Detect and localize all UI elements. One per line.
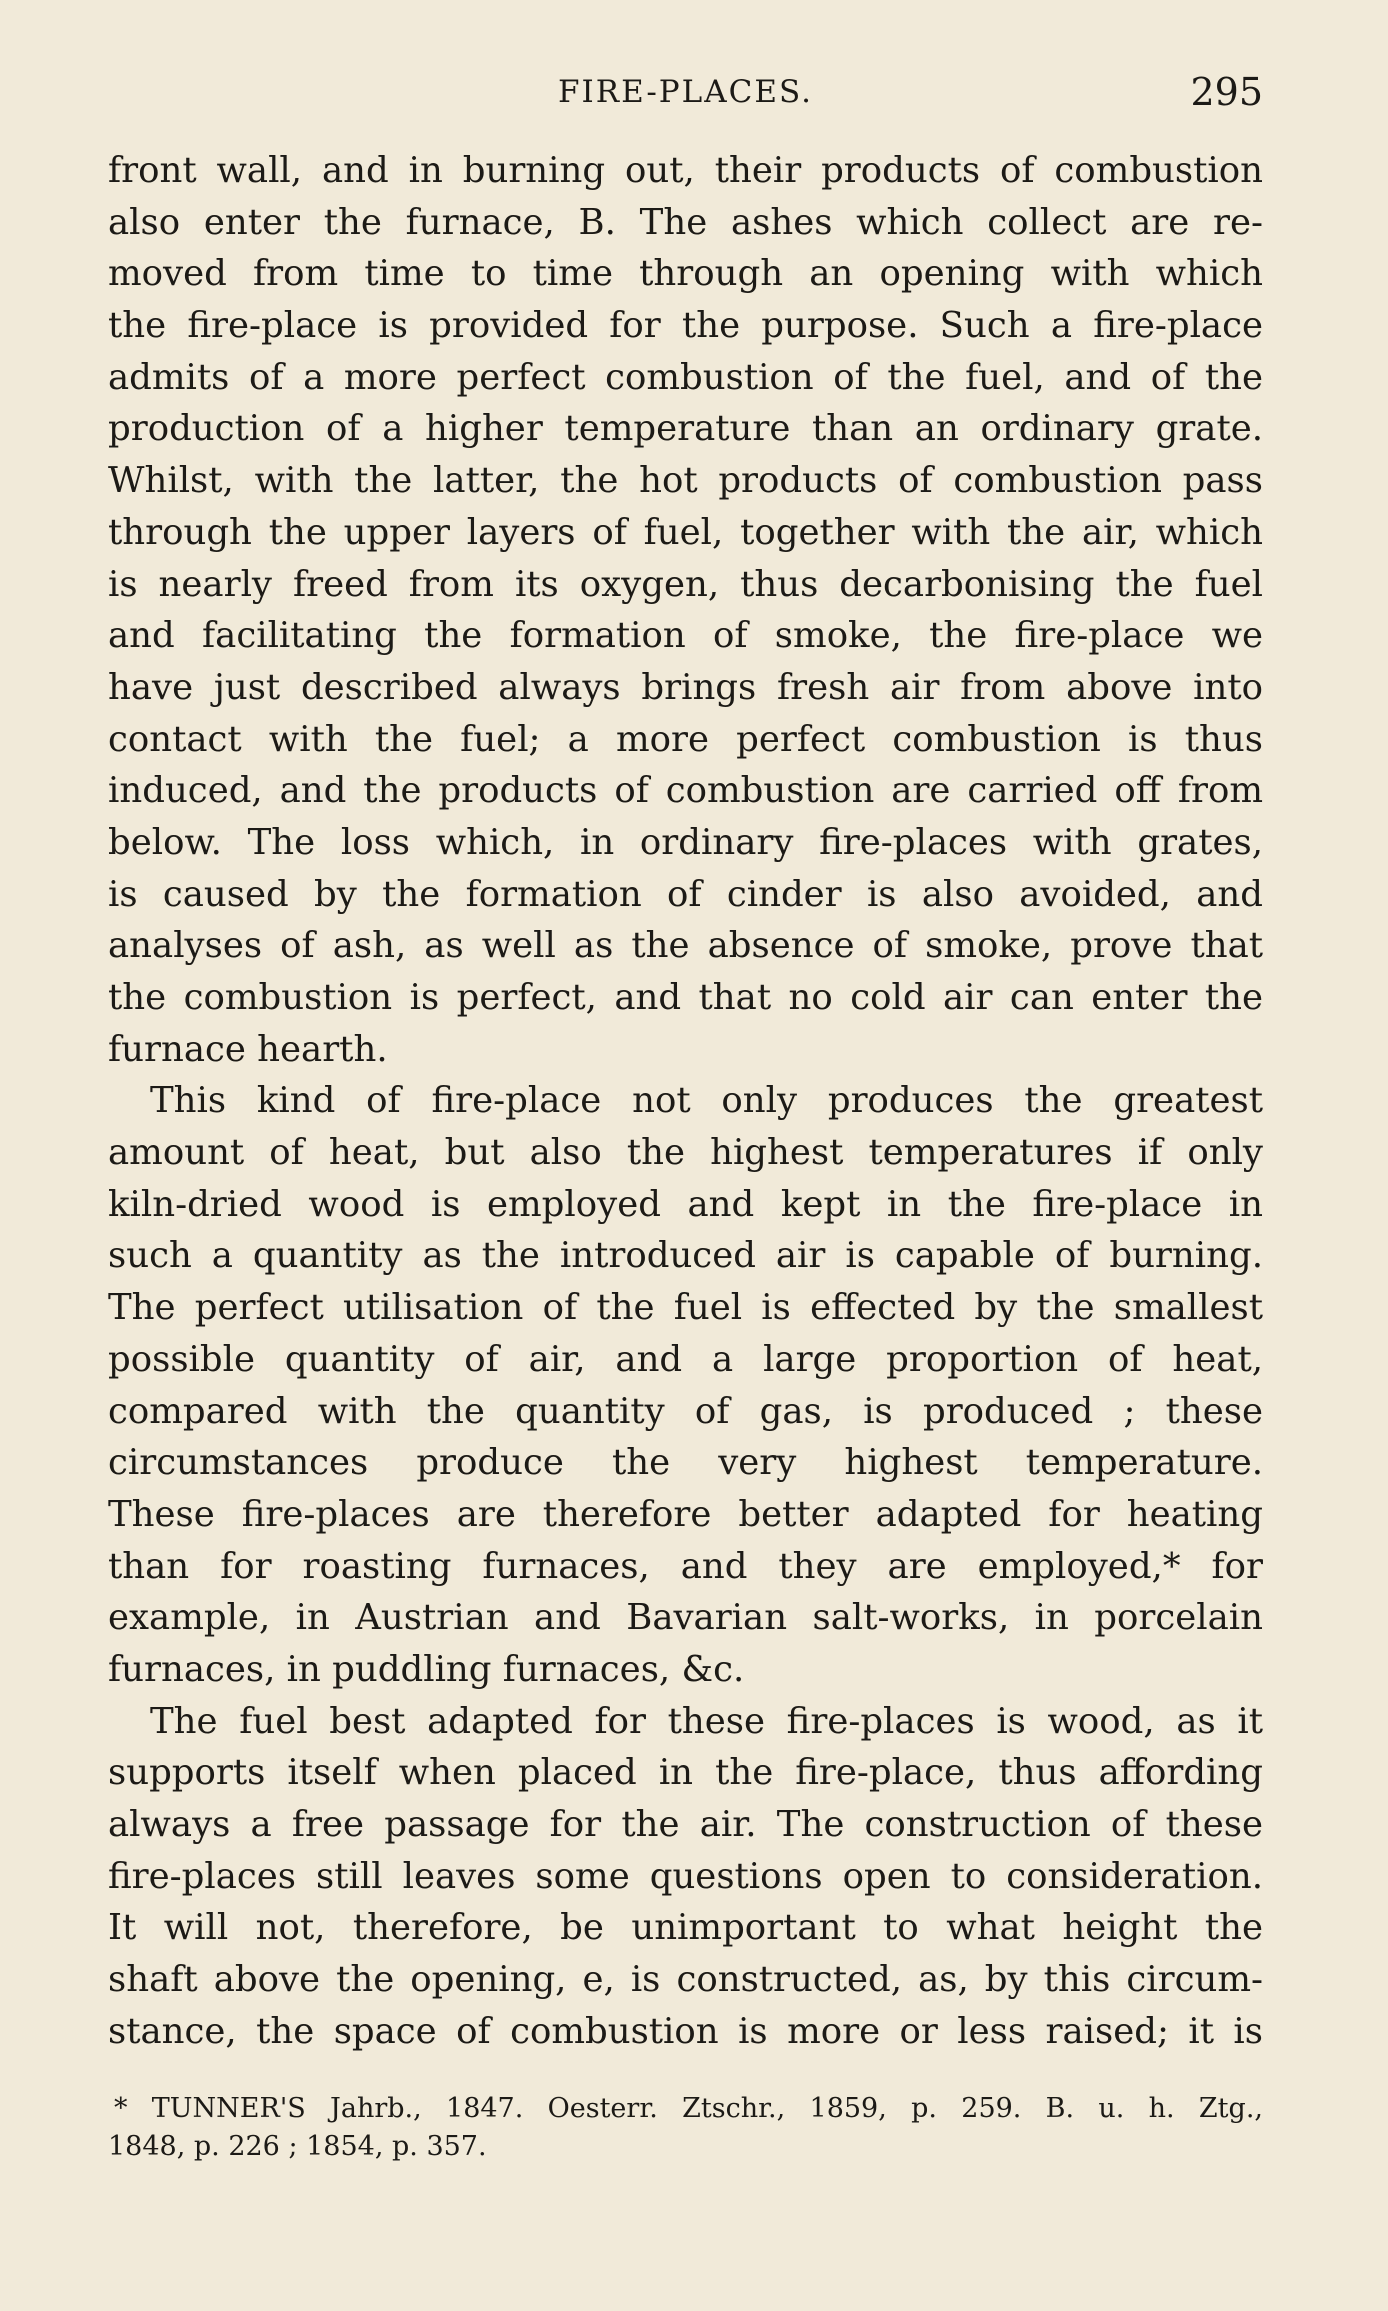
text-line: kiln-dried wood is employed and kept in the fire-place in [108,1183,1263,1225]
text-line: The perfect utilisation of the fuel is effected by the smallest [108,1287,1263,1329]
text-line: compared with the quantity of gas, is produced ; these [108,1390,1263,1432]
text-line: the fire-place is provided for the purpose. Such a fire-place [108,305,1263,347]
text-line: It will not, therefore, be unimportant to what height the [108,1907,1263,1949]
text-line: circumstances produce the very highest temperature. [108,1442,1263,1484]
text-line: have just described always brings fresh air from above into [108,666,1263,708]
text-line: through the upper layers of fuel, together with the air, which [108,511,1263,553]
text-line: The fuel best adapted for these fire-places is wood, as it [150,1700,1263,1742]
text-line: furnace hearth. [108,1028,388,1070]
text-line: moved from time to time through an opening with which [108,253,1263,295]
text-line: admits of a more perfect combustion of the fuel, and of the [108,356,1263,398]
text-line: possible quantity of air, and a large proportion of heat, [108,1338,1263,1380]
text-line: furnaces, in puddling furnaces, &c. [108,1648,745,1690]
text-line: Whilst, with the latter, the hot products of combustion pass [108,460,1263,502]
page-number: 295 [1190,70,1263,114]
text-line: the combustion is perfect, and that no cold air can enter the [108,977,1263,1018]
text-line: production of a higher temperature than an ordinary grate. [108,408,1263,450]
body-text [108,145,1263,2057]
text-line: such a quantity as the introduced air is capable of burning. [108,1235,1263,1277]
text-line: contact with the fuel; a more perfect combustion is thus [108,718,1263,760]
text-line: also enter the furnace, B. The ashes which collect are re- [108,201,1263,243]
footnote-line: * TUNNER'S Jahrb., 1847. Oesterr. Ztschr., 1859, p. 259. B. u. h. Ztg., [114,2093,1263,2124]
text-line: always a free passage for the air. The construction of these [108,1804,1263,1845]
text-line: is caused by the formation of cinder is also avoided, and [108,873,1263,915]
text-line: example, in Austrian and Bavarian salt-works, in porcelain [108,1597,1263,1639]
running-title: FIRE-PLACES. [558,74,813,110]
text-line: analyses of ash, as well as the absence of smoke, prove that [108,925,1263,967]
text-line: stance, the space of combustion is more or less raised; it is [108,2010,1263,2052]
footnote-line: 1848, p. 226 ; 1854, p. 357. [108,2131,487,2162]
text-line: amount of heat, but also the highest temperatures if only [108,1132,1263,1174]
text-line: is nearly freed from its oxygen, thus decarbonising the fuel [108,563,1263,605]
text-line: These fire-places are therefore better adapted for heating [108,1493,1263,1535]
text-line: This kind of fire-place not only produces the greatest [150,1080,1263,1122]
text-line: induced, and the products of combustion are carried off from [108,770,1263,812]
text-line: fire-places still leaves some questions open to consideration. [108,1855,1263,1897]
text-line: and facilitating the formation of smoke, the fire-place we [108,615,1263,657]
running-head [108,70,1263,120]
text-line: shaft above the opening, e, is constructed, as, by this circum- [108,1959,1263,2001]
text-line: below. The loss which, in ordinary fire-places with grates, [108,821,1263,863]
text-line: front wall, and in burning out, their products of combustion [108,150,1263,191]
text-line: than for roasting furnaces, and they are employed,* for [108,1545,1263,1587]
footnote [108,2090,1263,2166]
text-line: supports itself when placed in the fire-place, thus affording [108,1752,1263,1794]
